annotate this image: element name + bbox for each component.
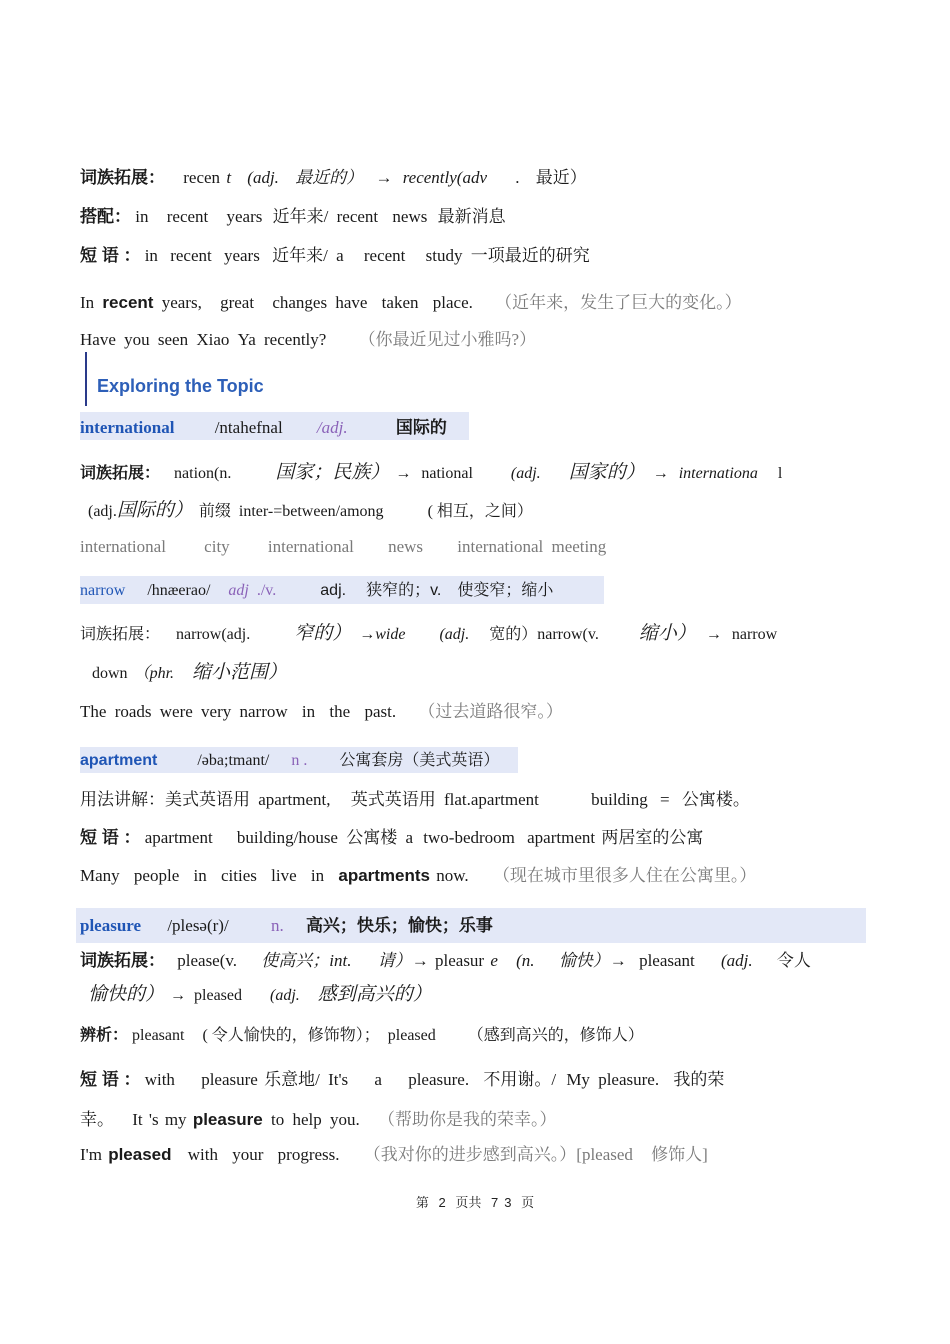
word: taken <box>381 293 419 312</box>
word: meeting <box>551 537 607 556</box>
word: Xiao <box>196 330 230 349</box>
word: 's <box>148 1110 159 1129</box>
footer-text: 第 <box>415 1195 429 1210</box>
word: place. <box>432 293 473 312</box>
footer-text: 页 <box>521 1195 535 1210</box>
word: 前缀 <box>198 503 231 520</box>
meaning: ( 相互，之间） <box>427 503 533 520</box>
word: recent <box>166 207 209 226</box>
meaning: 最近） <box>535 168 587 187</box>
arrow-icon: → <box>705 626 722 643</box>
pos: (adj. <box>721 951 753 970</box>
pleasure-phrase-2 <box>80 1108 557 1132</box>
meaning: 国家的） <box>568 462 645 483</box>
word: a <box>374 1070 382 1089</box>
recent-collocation-line <box>80 205 506 229</box>
word: narrow(adj. <box>176 626 251 643</box>
page-total: 3 <box>504 1195 512 1210</box>
word: roads <box>114 702 152 721</box>
arrow-icon: → <box>375 168 393 187</box>
word: in <box>193 866 207 885</box>
keyword: pleasure <box>192 1110 263 1129</box>
translation: （我对你的进步感到高兴。）[pleased <box>363 1145 633 1164</box>
page-number: 2 <box>438 1195 446 1210</box>
keyword: apartments <box>338 866 430 885</box>
translation: （帮助你是我的荣幸。） <box>378 1110 557 1129</box>
translation: （你最近见过小雅吗?） <box>358 330 537 349</box>
word: years <box>226 207 263 226</box>
meaning: 公寓楼 <box>346 828 398 847</box>
word: great <box>220 293 255 312</box>
meaning: 近年来/ <box>272 246 328 265</box>
word: It <box>132 1110 143 1129</box>
word: with <box>144 1070 175 1089</box>
pleasure-head <box>80 914 493 938</box>
page-total: 7 <box>491 1195 499 1210</box>
word: very <box>201 702 232 721</box>
word: international <box>267 537 354 556</box>
pos: (adj. <box>439 626 470 643</box>
word: 宽的）narrow(v. <box>489 626 599 643</box>
translation: （过去道路很窄。） <box>418 702 563 721</box>
word: pleasur <box>435 951 485 970</box>
distinction-label: 辨析： <box>80 1027 129 1044</box>
word: study <box>425 246 463 265</box>
meaning: 乐意地/ <box>264 1070 320 1089</box>
word: Ya <box>237 330 256 349</box>
international-family-2 <box>88 499 533 524</box>
meaning: 最近的） <box>295 168 364 187</box>
translation: （现在城市里很多人住在公寓里。） <box>492 866 757 885</box>
meaning: （感到高兴的，修饰人） <box>467 1027 644 1044</box>
word: 英式英语用 <box>350 790 436 809</box>
family-label: 词族拓展： <box>80 168 165 187</box>
keyword: pleased <box>108 1145 172 1164</box>
word: international <box>457 537 544 556</box>
apartment-example <box>80 864 756 888</box>
word: news <box>388 537 424 556</box>
word: recent <box>363 246 406 265</box>
word: cities <box>220 866 257 885</box>
word: pleasure. <box>408 1070 470 1089</box>
phrase-label: 短 语 ： <box>80 828 141 847</box>
pleasure-family-1 <box>80 949 811 973</box>
word-part: recen <box>183 168 221 187</box>
word: apartment <box>527 828 596 847</box>
word: you. <box>330 1110 360 1129</box>
word: a <box>336 246 344 265</box>
word: now. <box>436 866 469 885</box>
pos: (n. <box>516 951 535 970</box>
word: past. <box>364 702 397 721</box>
headword: apartment <box>80 752 158 769</box>
headword: international <box>80 418 175 437</box>
phonetic: /hnæerao/ <box>147 582 211 599</box>
pleasure-phrase-1 <box>80 1068 724 1092</box>
word: In <box>80 293 95 312</box>
meaning: 两居室的公寓 <box>601 828 704 847</box>
word: inter-=between/among <box>238 503 384 520</box>
family-label: 词族拓展： <box>80 951 165 970</box>
word: It's <box>328 1070 349 1089</box>
pos: (adj. <box>247 168 279 187</box>
word: to <box>271 1110 285 1129</box>
word: people <box>133 866 180 885</box>
word: your <box>232 1145 264 1164</box>
meaning: 近年来/ <box>272 207 329 226</box>
word: pleased <box>194 987 242 1004</box>
international-family-1 <box>80 461 782 486</box>
word: Have <box>80 330 116 349</box>
word: recent <box>336 207 379 226</box>
phonetic: /ntahefnal <box>214 418 283 437</box>
word: live <box>271 866 297 885</box>
apartment-usage <box>80 788 750 812</box>
word: recently? <box>264 330 327 349</box>
international-head <box>80 416 447 440</box>
word: have <box>335 293 368 312</box>
pleasure-distinction <box>80 1024 644 1048</box>
meaning: 公寓套房（美式英语） <box>339 752 500 769</box>
headword: narrow <box>80 582 126 599</box>
recent-example-2 <box>80 328 536 352</box>
word: nation(n. <box>174 465 232 482</box>
pleasure-example <box>80 1143 708 1167</box>
meaning: 窄的） <box>294 623 352 644</box>
meaning: ( 令人愉快的，修饰物）； <box>202 1027 380 1044</box>
word: e <box>490 951 498 970</box>
pos: adj. <box>320 582 347 599</box>
meaning: 使变窄；缩小 <box>457 582 554 599</box>
word: please(v. <box>177 951 238 970</box>
meaning: 请）→ <box>377 951 429 970</box>
word: l <box>777 465 783 482</box>
word: down <box>92 665 128 682</box>
meaning: 国际的 <box>395 418 447 437</box>
word: years, <box>161 293 202 312</box>
meaning: 使高兴；int. <box>261 951 352 970</box>
word-part: t <box>226 168 232 187</box>
recent-phrase-line <box>80 244 590 268</box>
meaning: 愉快的） <box>88 984 165 1005</box>
word: building/house <box>236 828 338 847</box>
meaning: 不用谢。/ <box>483 1070 557 1089</box>
word: recent <box>170 246 212 265</box>
word: in <box>301 702 316 721</box>
word: →wide <box>359 626 406 643</box>
word: flat.apartment <box>443 790 539 809</box>
headword: pleasure <box>80 916 142 935</box>
word: pleasure. <box>598 1070 660 1089</box>
narrow-head <box>80 579 553 603</box>
word: I'm <box>80 1145 102 1164</box>
pleasure-family-2 <box>88 983 432 1008</box>
word: The <box>80 702 107 721</box>
phrase-label: 短 语 ： <box>80 1070 141 1089</box>
word: apartment <box>144 828 213 847</box>
topic-title: Exploring the Topic <box>97 376 264 396</box>
meaning: 令人 <box>776 951 811 970</box>
narrow-family-1 <box>80 622 777 647</box>
word: international <box>80 537 166 556</box>
recent-family-line <box>80 166 587 190</box>
family-label: 词族拓展： <box>80 626 161 643</box>
phonetic: /plesə(r)/ <box>167 916 229 935</box>
topic-bar <box>85 352 87 406</box>
word: were <box>159 702 193 721</box>
word: = <box>660 790 670 809</box>
word: pleasant <box>132 1027 185 1044</box>
pos: (adj. <box>88 503 117 520</box>
page-footer <box>0 1192 950 1211</box>
pos: ./v. <box>256 582 277 599</box>
meaning: 公寓楼。 <box>681 790 750 809</box>
word: a <box>405 828 414 847</box>
narrow-example <box>80 700 563 724</box>
narrow-family-2 <box>92 661 287 686</box>
footer-text: 页共 <box>455 1195 482 1210</box>
meaning: 最新消息 <box>437 207 506 226</box>
word: seen <box>157 330 189 349</box>
apartment-head <box>80 749 499 773</box>
word: changes <box>272 293 328 312</box>
pos: n. <box>270 916 284 935</box>
meaning: 国际的） <box>116 500 193 521</box>
phonetic: /əba;tmant/ <box>197 752 270 769</box>
meaning: 狭窄的；v. <box>366 582 442 599</box>
apartment-phrase <box>80 826 703 850</box>
word: help <box>292 1110 322 1129</box>
translation: 修饰人] <box>651 1145 708 1164</box>
meaning: 感到高兴的） <box>317 984 432 1005</box>
pos: /adj. <box>316 418 348 437</box>
word: internationa <box>678 465 758 482</box>
collocation-label: 搭配： <box>80 207 131 226</box>
word: city <box>204 537 230 556</box>
word: years <box>223 246 260 265</box>
word: in <box>310 866 325 885</box>
word: the <box>329 702 351 721</box>
pos: （phr. <box>133 665 175 682</box>
dot: . <box>515 168 520 187</box>
word: news <box>392 207 428 226</box>
usage-label: 用法讲解：美式英语用 <box>80 790 250 809</box>
arrow-icon: → <box>395 465 412 482</box>
word: building <box>591 790 648 809</box>
word: pleased <box>387 1027 436 1044</box>
word: in <box>144 246 158 265</box>
word: pleasure <box>201 1070 258 1089</box>
meaning: 高兴；快乐；愉快；乐事 <box>305 916 493 935</box>
word: narrow <box>239 702 288 721</box>
international-collocations <box>80 535 606 559</box>
word: in <box>135 207 149 226</box>
meaning: 缩小） <box>638 623 696 644</box>
phrase-label: 短 语 ： <box>80 246 141 265</box>
word: my <box>164 1110 187 1129</box>
meaning: 缩小范围） <box>192 662 288 683</box>
meaning: 幸。 <box>80 1110 114 1129</box>
word: progress. <box>277 1145 340 1164</box>
meaning: 愉快）→ <box>558 951 627 970</box>
word: My <box>566 1070 590 1089</box>
word: narrow <box>731 626 778 643</box>
word: apartment, <box>258 790 331 809</box>
word: national <box>421 465 473 482</box>
meaning: 一项最近的研究 <box>470 246 590 265</box>
word: with <box>187 1145 218 1164</box>
arrow-icon: → <box>170 987 187 1004</box>
pos: n . <box>291 752 308 769</box>
derived-word: recently(adv <box>402 168 488 187</box>
keyword: recent <box>102 293 154 312</box>
translation: （近年来，发生了巨大的变化。） <box>495 293 742 312</box>
word: Many <box>80 866 120 885</box>
word: you <box>124 330 150 349</box>
family-label: 词族拓展： <box>80 465 161 482</box>
recent-example-1 <box>80 291 742 315</box>
pos: (adj. <box>270 987 300 1004</box>
arrow-icon: → <box>652 465 669 482</box>
word: pleasant <box>639 951 695 970</box>
pos: adj <box>228 582 249 599</box>
meaning: 国家；民族） <box>275 462 390 483</box>
meaning: 我的荣 <box>673 1070 725 1089</box>
word: two-bedroom <box>423 828 515 847</box>
pos: (adj. <box>510 465 541 482</box>
